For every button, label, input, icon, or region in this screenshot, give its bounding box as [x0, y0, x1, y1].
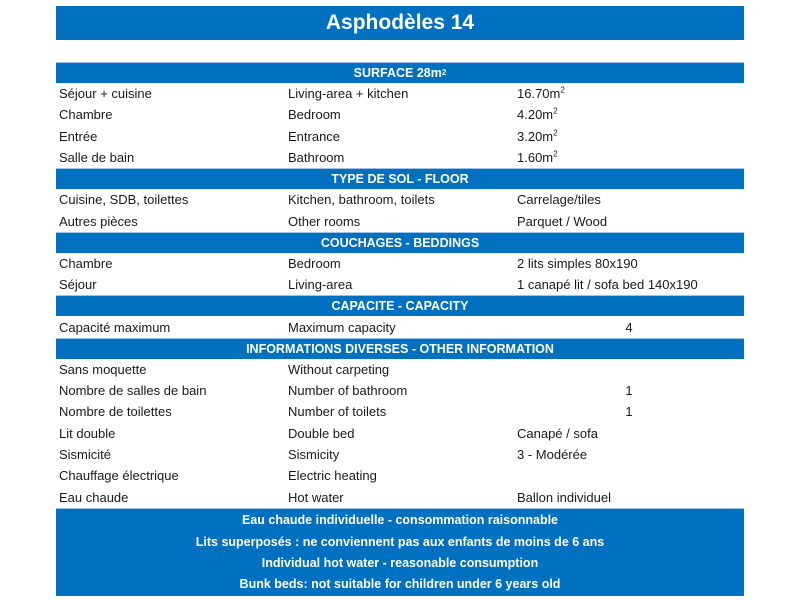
value: 4 [625, 319, 633, 335]
table-row [56, 380, 744, 401]
table-row [56, 401, 744, 422]
value: Ballon individuel [517, 489, 611, 505]
label-fr: Autres pièces [59, 213, 138, 229]
label-en: Number of bathroom [288, 383, 408, 399]
label-en: Living-area [288, 277, 353, 293]
table-row [56, 465, 744, 486]
value [514, 86, 744, 101]
value-text: 3.20m [517, 128, 554, 144]
value: Canapé / sofa [517, 425, 598, 441]
table-row [56, 83, 744, 104]
table-row [56, 253, 744, 274]
table-row [56, 423, 744, 444]
label-fr: Chambre [59, 255, 113, 271]
value-text: 4.20m [517, 107, 554, 123]
label-fr: Séjour + cuisine [59, 86, 152, 102]
table-row [56, 486, 744, 507]
label-fr: Entrée [59, 128, 98, 144]
value: 2 lits simples 80x190 [517, 255, 638, 271]
label-fr: Nombre de salles de bain [59, 383, 207, 399]
value-sup: 2 [553, 107, 558, 117]
label-en: Sismicity [288, 447, 340, 462]
footer-notes [56, 508, 744, 596]
label-en: Living-area + kitchen [288, 86, 409, 102]
table-row [56, 359, 744, 380]
label-fr: Sismicité [59, 447, 112, 462]
section-header-capacity: CAPACITE - CAPACITY [56, 295, 744, 316]
value-sup: 2 [553, 149, 558, 159]
label-fr: Nombre de toilettes [59, 404, 172, 420]
section-header-beddings: COUCHAGES - BEDDINGS [56, 232, 744, 253]
label-en: Bedroom [288, 107, 341, 123]
label-fr: Salle de bain [59, 150, 135, 166]
page-title: Asphodèles 14 [56, 6, 744, 40]
value [514, 150, 744, 165]
section-header-other: INFORMATIONS DIVERSES - OTHER INFORMATION [56, 338, 744, 359]
label-fr: Chambre [59, 107, 113, 123]
label-en: Bedroom [288, 255, 341, 271]
surface-header-label: SURFACE 28m [353, 66, 442, 80]
table-row [56, 210, 744, 231]
table-row [56, 189, 744, 210]
table-row [56, 126, 744, 147]
section-header-floor: TYPE DE SOL - FLOOR [56, 168, 744, 189]
value [514, 107, 744, 122]
label-en: Electric heating [288, 468, 377, 484]
footer-note: Bunk beds: not suitable for children under 6 years old [239, 577, 561, 592]
label-en: Number of toilets [288, 404, 387, 420]
table-row [56, 316, 744, 337]
footer-note: Eau chaude individuelle - consommation raisonnable [241, 513, 559, 528]
value: 1 canapé lit / sofa bed 140x190 [517, 277, 698, 293]
label-fr: Cuisine, SDB, toilettes [59, 192, 189, 208]
value: 1 [625, 383, 633, 399]
value-sup: 2 [553, 128, 558, 138]
table-row [56, 147, 744, 168]
table-row [56, 104, 744, 125]
value-text: 16.70m [517, 86, 561, 102]
table-row [56, 444, 744, 465]
value [514, 129, 744, 144]
value: Carrelage/tiles [517, 192, 601, 208]
label-en: Without carpeting [288, 361, 390, 377]
label-en: Hot water [288, 489, 344, 505]
label-fr: Lit double [59, 425, 116, 441]
label-fr: Capacité maximum [59, 319, 171, 335]
label-en: Other rooms [288, 213, 361, 229]
value: 3 - Modérée [517, 447, 588, 462]
label-en: Entrance [288, 128, 341, 144]
info-sheet [56, 62, 744, 596]
value: Parquet / Wood [517, 213, 608, 229]
label-fr: Eau chaude [59, 489, 129, 505]
value: 1 [625, 404, 633, 420]
label-fr: Sans moquette [59, 361, 147, 377]
label-en: Bathroom [288, 150, 345, 166]
table-row [56, 274, 744, 295]
value-text: 1.60m [517, 150, 554, 166]
label-en: Maximum capacity [288, 319, 396, 335]
label-en: Kitchen, bathroom, toilets [288, 192, 435, 208]
label-en: Double bed [288, 425, 355, 441]
footer-note: Individual hot water - reasonable consumption [261, 555, 539, 570]
label-fr: Séjour [59, 277, 97, 293]
section-header-surface: SURFACE 28m 2 [56, 62, 744, 83]
label-fr: Chauffage électrique [59, 468, 179, 484]
footer-note: Lits superposés : ne conviennent pas aux enfants de moins de 6 ans [195, 534, 605, 549]
value-sup: 2 [560, 85, 565, 95]
